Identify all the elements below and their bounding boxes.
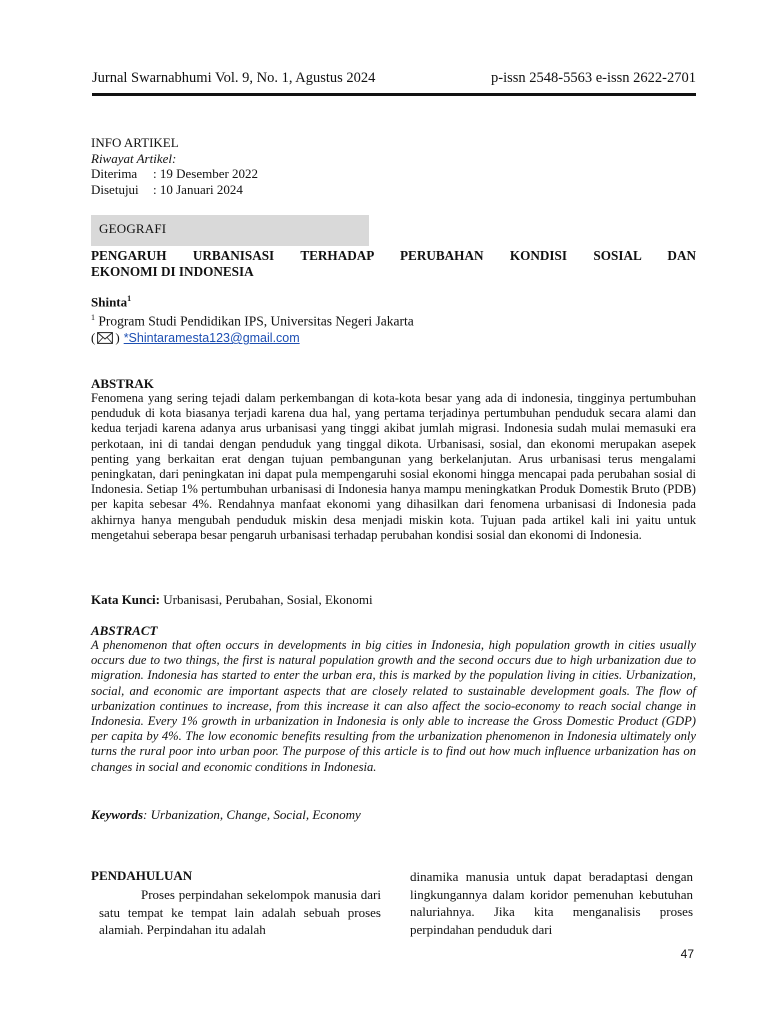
envelope-icon	[97, 332, 113, 344]
affiliation-text: Program Studi Pendidikan IPS, Universitas Negeri Jakarta	[95, 313, 414, 329]
accepted-value: : 10 Januari 2024	[153, 181, 243, 197]
keywords-label: Keywords	[91, 807, 143, 822]
keywords-values: : Urbanization, Change, Social, Economy	[143, 807, 361, 822]
email-open-paren: (	[91, 330, 96, 345]
kata-kunci-label: Kata Kunci:	[91, 592, 160, 607]
affiliation-sup: 1	[91, 313, 95, 322]
author	[91, 294, 131, 310]
history-label: Riwayat Artikel:	[91, 150, 177, 166]
intro-right-column	[410, 868, 693, 938]
keywords	[91, 807, 361, 823]
affiliation	[91, 313, 414, 330]
author-name: Shinta	[91, 294, 128, 310]
title-line-1: PENGARUH URBANISASI TERHADAP PERUBAHAN KONDISI SOSIAL DAN	[91, 248, 696, 263]
received-label: Diterima	[91, 166, 138, 181]
section-label-box	[91, 215, 369, 246]
abstract-text: A phenomenon that often occurs in developments in big cities in Indonesia, high population growth in cities usually occurs due to two things, the first is natural population growth and the second occurs due to high urbanization due to migration. Indonesia has started to enter the urban era, this is marked by the population living in cities. Urbanization, social, and economic are important aspects that are closely related to sustainable development goals. The flow of urbanization continues to increase, from this increase it can also affect the socio-economy to reach social change in Indonesia. Every 1% growth in urbanization in Indonesia is only able to increase the Gross Domestic Product (GDP) per capita by 4%. The low economic benefits resulting from the urbanization phenomenon in Indonesia ultimately only turns the rural poor into urban poor. The purpose of this article is to find out how much influence urbanization has on changes in social and economic conditions in Indonesia.	[91, 638, 696, 774]
email-close-paren: )	[115, 330, 120, 345]
info-heading: INFO ARTIKEL	[91, 135, 179, 150]
email-link[interactable]: *Shintaramesta123@gmail.com	[123, 331, 300, 345]
header-rule	[92, 93, 696, 96]
intro-left-column	[91, 868, 381, 939]
running-header	[92, 70, 696, 88]
kata-kunci-values: Urbanisasi, Perubahan, Sosial, Ekonomi	[159, 592, 373, 607]
intro-right-text: dinamika manusia untuk dapat beradaptasi dengan lingkungannya dalam koridor pemenuhan kebutuhan naluriahnya. Jika kita menganalisis proses perpindahan penduduk dari	[410, 869, 693, 937]
kata-kunci	[91, 592, 373, 608]
abstrak-text: Fenomena yang sering tejadi dalam perkembangan di kota-kota besar yang ada di indonesia, tingginya pertumbuhan penduduk di kota biasanya terjadi karena dua hal, yang pertama terjadinya pertumbuhan penduduk secara alami dan kedua terjadi karena adanya arus urbanisasi yang tinggi akibat jumlah migrasi. Indonesia sudah mulai memasuki era perkotaan, ini di tandai dengan penduduk yang tinggal dikota. Urbanisasi, sosial, dan ekonomi merupakan asepek penting yang berkaitan erat dengan tujuan pembangunan yang berkelanjutan. Arus urbanisasi terus mengalami peningkatan, dari peningkatan ini dapat pula mempengaruhi sosial ekonomi hingga mencapai pada perubahan sosial di Indonesia. Setiap 1% pertumbuhan urbanisasi di Indonesia hanya mampu meningkatkan Produk Domestik Bruto (PDB) per kapita sebesar 4%. Rendahnya manfaat ekonomi yang dihasilkan dari fenomena urbanisasi di Indonesia pada akhirnya hanya mengubah penduduk miskin desa menjadi miskin kota. Tujuan pada artikel kali ini yaitu untuk mengetahui seberapa besar pengaruh urbanisasi terhadap perubahan kondisi sosial dan ekonomi di Indonesia.	[91, 391, 696, 542]
article-info	[91, 135, 258, 197]
abstract-heading: ABSTRACT	[91, 623, 158, 638]
title-line-2: EKONOMI DI INDONESIA	[91, 264, 254, 279]
section-label: GEOGRAFI	[99, 221, 167, 236]
received-row	[91, 166, 258, 182]
issn-info: p-issn 2548-5563 e-issn 2622-2701	[490, 70, 696, 86]
intro-heading: PENDAHULUAN	[91, 868, 193, 883]
email-line	[91, 330, 300, 346]
accepted-label: Disetujui	[91, 181, 139, 197]
received-value: : 19 Desember 2022	[153, 166, 259, 181]
intro-left-text: Proses perpindahan sekelompok manusia dari satu tempat ke tempat lain adalah sebuah proses alamiah. Perpindahan itu adalah	[99, 887, 381, 937]
article-title	[91, 248, 696, 280]
journal-name: Jurnal Swarnabhumi Vol. 9, No. 1, Agustus 2024	[92, 70, 376, 86]
page-number: 47	[680, 947, 694, 961]
abstrak-heading: ABSTRAK	[91, 376, 154, 391]
author-sup: 1	[127, 294, 132, 303]
accepted-row	[91, 182, 258, 198]
